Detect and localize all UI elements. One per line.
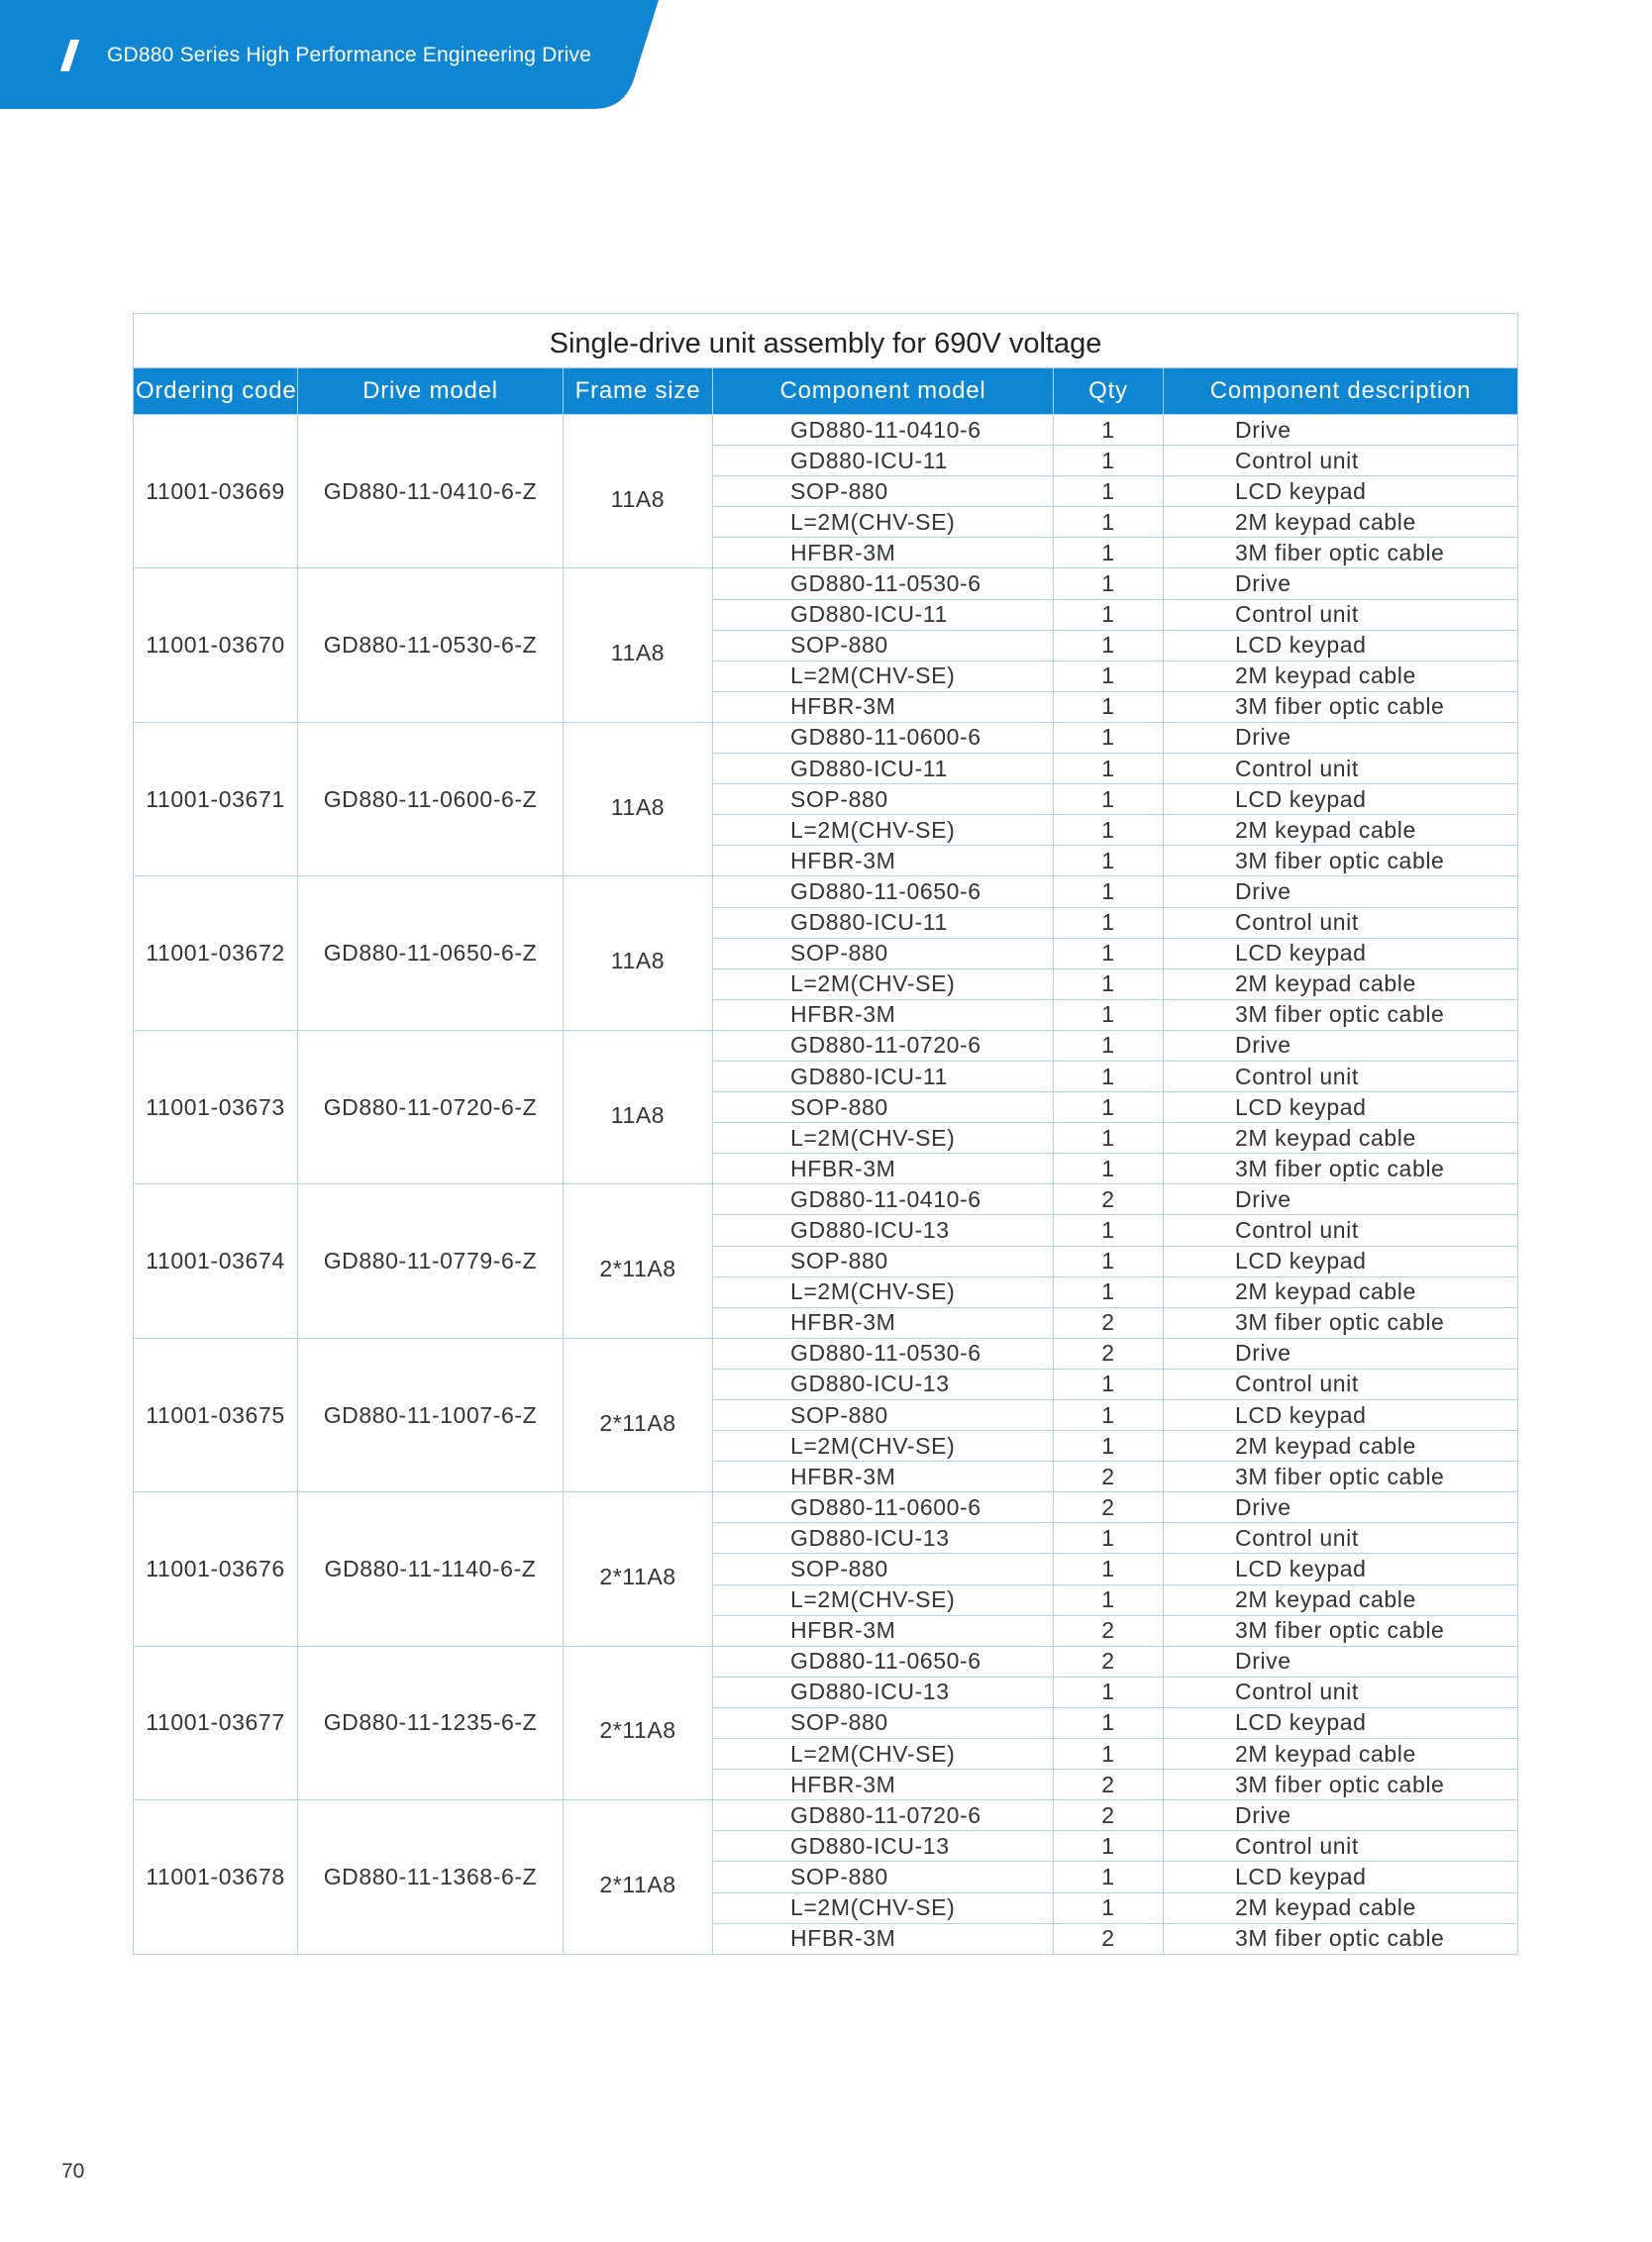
component-model-cell: SOP-880 [713,1246,1054,1276]
component-description-cell: 2M keypad cable [1164,968,1518,999]
frame-size-cell: 2*11A8 [564,1492,713,1646]
qty-cell: 2 [1054,1462,1164,1492]
component-description-cell: 2M keypad cable [1164,507,1518,538]
drive-model-cell: GD880-11-0410-6-Z [298,415,564,568]
frame-size-cell: 11A8 [564,415,713,568]
component-description-cell: Control unit [1164,446,1518,476]
qty-cell: 1 [1054,968,1164,999]
component-model-cell: SOP-880 [713,1554,1054,1584]
component-model-cell: GD880-ICU-11 [713,907,1054,938]
component-model-cell: L=2M(CHV-SE) [713,507,1054,538]
column-header-ordering-code: Ordering code [134,368,298,415]
table-row [134,568,1518,599]
assembly-table-container [133,313,1517,1955]
component-description-cell: LCD keypad [1164,1554,1518,1584]
column-header-frame-size: Frame size [564,368,713,415]
qty-cell: 2 [1054,1338,1164,1369]
component-model-cell: GD880-11-0600-6 [713,722,1054,753]
component-description-cell: Drive [1164,1030,1518,1061]
qty-cell: 1 [1054,815,1164,846]
component-model-cell: HFBR-3M [713,1923,1054,1954]
component-description-cell: Drive [1164,1184,1518,1215]
qty-cell: 1 [1054,876,1164,907]
qty-cell: 1 [1054,1276,1164,1307]
qty-cell: 1 [1054,415,1164,446]
component-description-cell: LCD keypad [1164,630,1518,661]
component-description-cell: 3M fiber optic cable [1164,538,1518,568]
drive-model-cell: GD880-11-0530-6-Z [298,568,564,722]
frame-size-cell: 11A8 [564,876,713,1030]
frame-size-cell: 2*11A8 [564,1338,713,1491]
component-description-cell: 3M fiber optic cable [1164,1770,1518,1800]
component-model-cell: HFBR-3M [713,1615,1054,1646]
drive-model-cell: GD880-11-1368-6-Z [298,1800,564,1954]
component-description-cell: Drive [1164,415,1518,446]
qty-cell: 1 [1054,446,1164,476]
component-model-cell: GD880-11-0600-6 [713,1492,1054,1523]
component-description-cell: Drive [1164,876,1518,907]
ordering-code-cell: 11001-03678 [134,1800,298,1954]
qty-cell: 2 [1054,1184,1164,1215]
table-row [134,1492,1518,1523]
component-description-cell: 2M keypad cable [1164,1739,1518,1770]
component-model-cell: HFBR-3M [713,1307,1054,1338]
component-model-cell: L=2M(CHV-SE) [713,1739,1054,1770]
component-description-cell: LCD keypad [1164,1400,1518,1431]
ordering-code-cell: 11001-03672 [134,876,298,1030]
qty-cell: 1 [1054,507,1164,538]
component-model-cell: GD880-ICU-11 [713,754,1054,784]
drive-model-cell: GD880-11-1235-6-Z [298,1646,564,1799]
frame-size-cell: 2*11A8 [564,1646,713,1799]
qty-cell: 1 [1054,1739,1164,1770]
component-description-cell: 3M fiber optic cable [1164,846,1518,876]
table-row [134,1030,1518,1061]
page-number: 70 [61,2160,85,2183]
component-model-cell: GD880-11-0530-6 [713,568,1054,599]
component-model-cell: GD880-ICU-13 [713,1831,1054,1862]
qty-cell: 1 [1054,1030,1164,1061]
drive-model-cell: GD880-11-0650-6-Z [298,876,564,1030]
component-model-cell: GD880-ICU-13 [713,1523,1054,1554]
component-model-cell: GD880-ICU-13 [713,1369,1054,1399]
component-description-cell: LCD keypad [1164,1862,1518,1892]
component-model-cell: L=2M(CHV-SE) [713,815,1054,846]
qty-cell: 1 [1054,476,1164,507]
qty-cell: 2 [1054,1615,1164,1646]
table-header-row [134,368,1518,415]
qty-cell: 1 [1054,1215,1164,1246]
ordering-code-cell: 11001-03669 [134,415,298,568]
drive-model-cell: GD880-11-0720-6-Z [298,1030,564,1183]
component-description-cell: 2M keypad cable [1164,1276,1518,1307]
qty-cell: 1 [1054,568,1164,599]
component-description-cell: 3M fiber optic cable [1164,1615,1518,1646]
qty-cell: 1 [1054,907,1164,938]
ordering-code-cell: 11001-03670 [134,568,298,722]
qty-cell: 2 [1054,1307,1164,1338]
component-model-cell: SOP-880 [713,1707,1054,1738]
component-model-cell: L=2M(CHV-SE) [713,1584,1054,1615]
component-description-cell: 3M fiber optic cable [1164,691,1518,722]
qty-cell: 1 [1054,1677,1164,1707]
component-model-cell: HFBR-3M [713,1770,1054,1800]
drive-model-cell: GD880-11-1007-6-Z [298,1338,564,1491]
component-description-cell: 2M keypad cable [1164,1892,1518,1923]
component-description-cell: 3M fiber optic cable [1164,1462,1518,1492]
table-caption: Single-drive unit assembly for 690V voltage [134,314,1518,368]
component-model-cell: HFBR-3M [713,999,1054,1030]
component-model-cell: GD880-ICU-11 [713,599,1054,630]
component-description-cell: 2M keypad cable [1164,815,1518,846]
component-model-cell: SOP-880 [713,938,1054,968]
ordering-code-cell: 11001-03674 [134,1184,298,1338]
component-model-cell: L=2M(CHV-SE) [713,968,1054,999]
qty-cell: 1 [1054,1523,1164,1554]
component-model-cell: L=2M(CHV-SE) [713,1123,1054,1154]
frame-size-cell: 2*11A8 [564,1184,713,1338]
component-model-cell: HFBR-3M [713,538,1054,568]
qty-cell: 1 [1054,784,1164,815]
qty-cell: 1 [1054,1831,1164,1862]
component-model-cell: SOP-880 [713,1400,1054,1431]
component-description-cell: Control unit [1164,907,1518,938]
ordering-code-cell: 11001-03676 [134,1492,298,1646]
component-description-cell: Drive [1164,1492,1518,1523]
qty-cell: 1 [1054,1369,1164,1399]
component-model-cell: GD880-11-0650-6 [713,876,1054,907]
qty-cell: 1 [1054,1123,1164,1154]
frame-size-cell: 2*11A8 [564,1800,713,1954]
component-model-cell: GD880-ICU-13 [713,1215,1054,1246]
qty-cell: 1 [1054,1061,1164,1091]
component-model-cell: L=2M(CHV-SE) [713,1431,1054,1462]
component-model-cell: GD880-ICU-11 [713,446,1054,476]
component-description-cell: LCD keypad [1164,1246,1518,1276]
frame-size-cell: 11A8 [564,722,713,875]
qty-cell: 1 [1054,1892,1164,1923]
component-description-cell: Control unit [1164,1523,1518,1554]
drive-model-cell: GD880-11-1140-6-Z [298,1492,564,1646]
column-header-component-model: Component model [713,368,1054,415]
component-description-cell: Drive [1164,1646,1518,1677]
component-model-cell: GD880-11-0410-6 [713,415,1054,446]
component-model-cell: L=2M(CHV-SE) [713,661,1054,691]
ordering-code-cell: 11001-03677 [134,1646,298,1799]
ordering-code-cell: 11001-03671 [134,722,298,875]
ordering-code-cell: 11001-03675 [134,1338,298,1491]
table-row [134,1646,1518,1677]
column-header-drive-model: Drive model [298,368,564,415]
qty-cell: 1 [1054,1584,1164,1615]
table-row [134,1184,1518,1215]
drive-model-cell: GD880-11-0779-6-Z [298,1184,564,1338]
table-row [134,722,1518,753]
component-description-cell: Drive [1164,1800,1518,1831]
component-description-cell: 2M keypad cable [1164,661,1518,691]
component-model-cell: GD880-ICU-13 [713,1677,1054,1707]
component-model-cell: SOP-880 [713,1862,1054,1892]
component-model-cell: HFBR-3M [713,1154,1054,1184]
qty-cell: 1 [1054,722,1164,753]
component-model-cell: L=2M(CHV-SE) [713,1276,1054,1307]
component-model-cell: GD880-11-0720-6 [713,1800,1054,1831]
component-description-cell: 3M fiber optic cable [1164,999,1518,1030]
component-description-cell: Control unit [1164,1061,1518,1091]
component-model-cell: HFBR-3M [713,1462,1054,1492]
component-description-cell: 3M fiber optic cable [1164,1154,1518,1184]
component-description-cell: 2M keypad cable [1164,1123,1518,1154]
qty-cell: 1 [1054,1431,1164,1462]
component-model-cell: GD880-11-0720-6 [713,1030,1054,1061]
component-description-cell: Drive [1164,1338,1518,1369]
frame-size-cell: 11A8 [564,1030,713,1183]
component-description-cell: 2M keypad cable [1164,1431,1518,1462]
qty-cell: 1 [1054,1154,1164,1184]
component-model-cell: SOP-880 [713,1092,1054,1123]
table-row [134,1800,1518,1831]
qty-cell: 2 [1054,1800,1164,1831]
qty-cell: 1 [1054,1092,1164,1123]
component-description-cell: Control unit [1164,754,1518,784]
component-model-cell: SOP-880 [713,784,1054,815]
component-model-cell: L=2M(CHV-SE) [713,1892,1054,1923]
qty-cell: 2 [1054,1770,1164,1800]
component-description-cell: 3M fiber optic cable [1164,1307,1518,1338]
table-row [134,1338,1518,1369]
table-body [134,415,1518,1955]
qty-cell: 1 [1054,661,1164,691]
table-row [134,415,1518,446]
qty-cell: 1 [1054,754,1164,784]
component-description-cell: Drive [1164,568,1518,599]
component-description-cell: LCD keypad [1164,476,1518,507]
component-model-cell: SOP-880 [713,476,1054,507]
qty-cell: 1 [1054,599,1164,630]
qty-cell: 2 [1054,1646,1164,1677]
qty-cell: 1 [1054,999,1164,1030]
qty-cell: 1 [1054,630,1164,661]
component-model-cell: GD880-11-0650-6 [713,1646,1054,1677]
component-description-cell: 2M keypad cable [1164,1584,1518,1615]
component-description-cell: LCD keypad [1164,1707,1518,1738]
qty-cell: 1 [1054,1707,1164,1738]
qty-cell: 2 [1054,1923,1164,1954]
qty-cell: 1 [1054,938,1164,968]
component-description-cell: 3M fiber optic cable [1164,1923,1518,1954]
frame-size-cell: 11A8 [564,568,713,722]
ordering-code-cell: 11001-03673 [134,1030,298,1183]
component-model-cell: GD880-ICU-11 [713,1061,1054,1091]
qty-cell: 1 [1054,1400,1164,1431]
qty-cell: 1 [1054,1862,1164,1892]
component-description-cell: LCD keypad [1164,1092,1518,1123]
header-title: GD880 Series High Performance Engineering Drive [107,44,592,66]
component-description-cell: Control unit [1164,1677,1518,1707]
component-model-cell: HFBR-3M [713,691,1054,722]
assembly-table [133,313,1518,1955]
component-description-cell: Control unit [1164,1831,1518,1862]
component-description-cell: LCD keypad [1164,784,1518,815]
component-model-cell: GD880-11-0530-6 [713,1338,1054,1369]
column-header-qty: Qty [1054,368,1164,415]
drive-model-cell: GD880-11-0600-6-Z [298,722,564,875]
qty-cell: 1 [1054,846,1164,876]
component-description-cell: Control unit [1164,599,1518,630]
component-description-cell: Control unit [1164,1215,1518,1246]
component-description-cell: LCD keypad [1164,938,1518,968]
qty-cell: 1 [1054,691,1164,722]
qty-cell: 1 [1054,538,1164,568]
component-description-cell: Drive [1164,722,1518,753]
component-model-cell: SOP-880 [713,630,1054,661]
qty-cell: 1 [1054,1554,1164,1584]
column-header-component-description: Component description [1164,368,1518,415]
component-description-cell: Control unit [1164,1369,1518,1399]
component-model-cell: HFBR-3M [713,846,1054,876]
qty-cell: 2 [1054,1492,1164,1523]
qty-cell: 1 [1054,1246,1164,1276]
component-model-cell: GD880-11-0410-6 [713,1184,1054,1215]
table-row [134,876,1518,907]
